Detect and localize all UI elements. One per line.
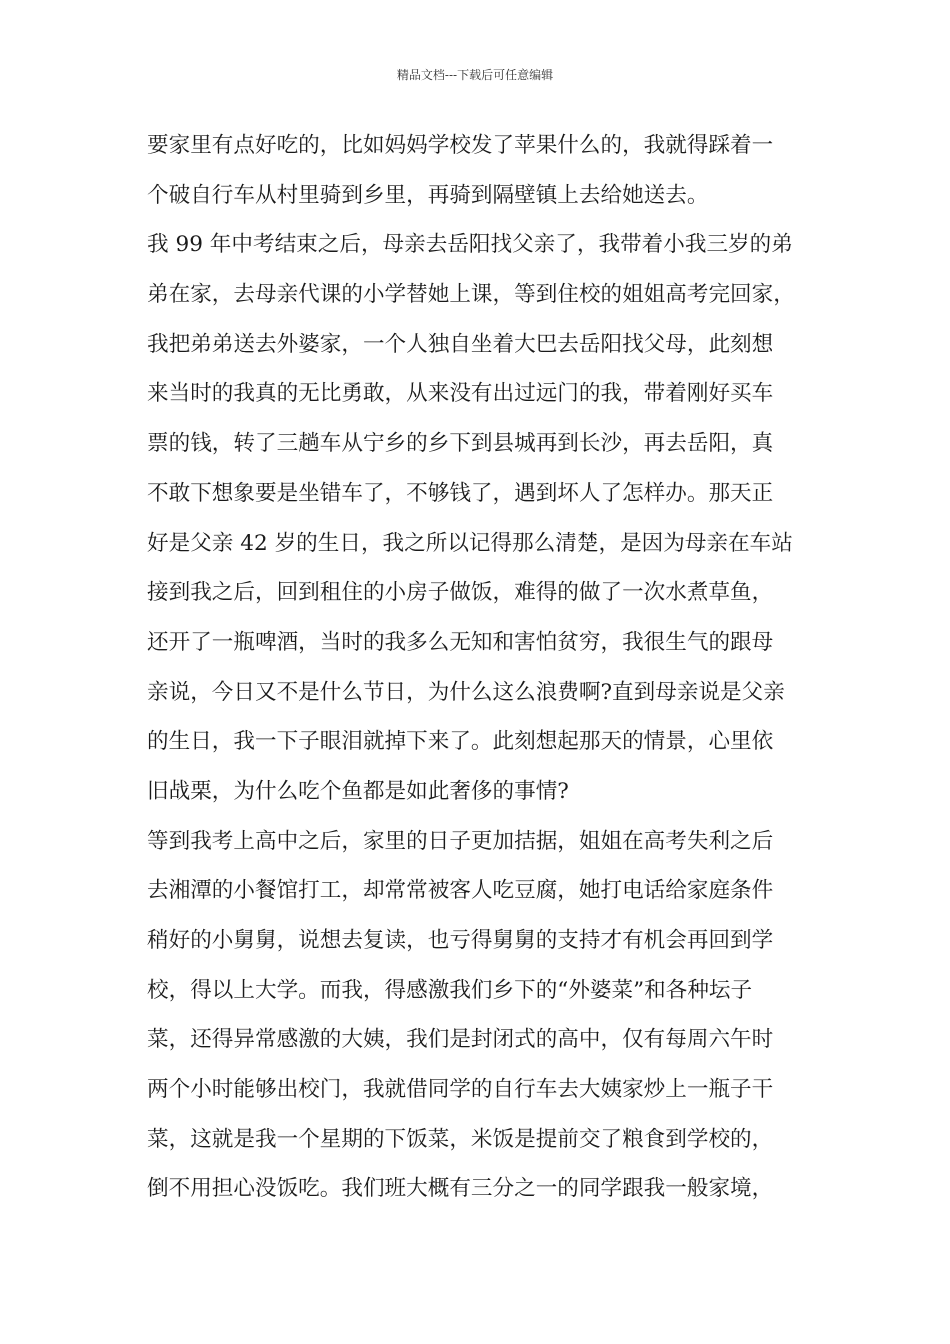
text-line: 去湘潭的小餐馆打工，却常常被客人吃豆腐，她打电话给家庭条件 <box>147 878 774 904</box>
text-line: 不敢下想象要是坐错车了，不够钱了，遇到坏人了怎样办。那天正 <box>147 480 774 506</box>
text-line: 菜，还得异常感激的大姨，我们是封闭式的高中，仅有每周六午时 <box>147 1027 774 1053</box>
body-text <box>147 128 827 1221</box>
page-header: 精品文档---下载后可任意编辑 <box>396 68 554 82</box>
text-line: 亲说，今日又不是什么节日，为什么这么浪费啊?直到母亲说是父亲 <box>147 679 785 705</box>
text-line: 校，得以上大学。而我，得感激我们乡下的“外婆菜”和各种坛子 <box>147 977 753 1003</box>
text-line: 票的钱，转了三趟车从宁乡的乡下到县城再到长沙，再去岳阳，真 <box>147 431 774 457</box>
text-line: 我把弟弟送去外婆家，一个人独自坐着大巴去岳阳找父母，此刻想 <box>147 331 774 357</box>
text-line: 个破自行车从村里骑到乡里，再骑到隔壁镇上去给她送去。 <box>147 182 709 208</box>
text-line: 菜，这就是我一个星期的下饭菜，米饭是提前交了粮食到学校的， <box>147 1126 774 1152</box>
text-line: 的生日，我一下子眼泪就掉下来了。此刻想起那天的情景，心里依 <box>147 729 774 755</box>
text-line: 弟在家，去母亲代课的小学替她上课，等到住校的姐姐高考完回家， <box>147 282 795 308</box>
text-line: 等到我考上高中之后，家里的日子更加拮据，姐姐在高考失利之后 <box>147 828 774 854</box>
text-line: 还开了一瓶啤酒，当时的我多么无知和害怕贫穷，我很生气的跟母 <box>147 629 774 655</box>
text-line: 要家里有点好吃的，比如妈妈学校发了苹果什么的，我就得踩着一 <box>147 133 774 158</box>
text-line: 稍好的小舅舅，说想去复读，也亏得舅舅的支持才有机会再回到学 <box>147 928 774 953</box>
text-line: 我 99 年中考结束之后，母亲去岳阳找父亲了，我带着小我三岁的弟 <box>147 232 793 258</box>
text-line: 旧战栗，为什么吃个鱼都是如此奢侈的事情? <box>147 778 569 804</box>
text-line: 两个小时能够出校门，我就借同学的自行车去大姨家炒上一瓶子干 <box>147 1077 774 1103</box>
text-line: 倒不用担心没饭吃。我们班大概有三分之一的同学跟我一般家境， <box>147 1176 774 1202</box>
text-line: 来当时的我真的无比勇敢，从来没有出过远门的我，带着刚好买车 <box>147 381 774 407</box>
text-line: 好是父亲 42 岁的生日，我之所以记得那么清楚，是因为母亲在车站 <box>147 530 793 556</box>
text-line: 接到我之后，回到租住的小房子做饭，难得的做了一次水煮草鱼， <box>147 580 774 606</box>
